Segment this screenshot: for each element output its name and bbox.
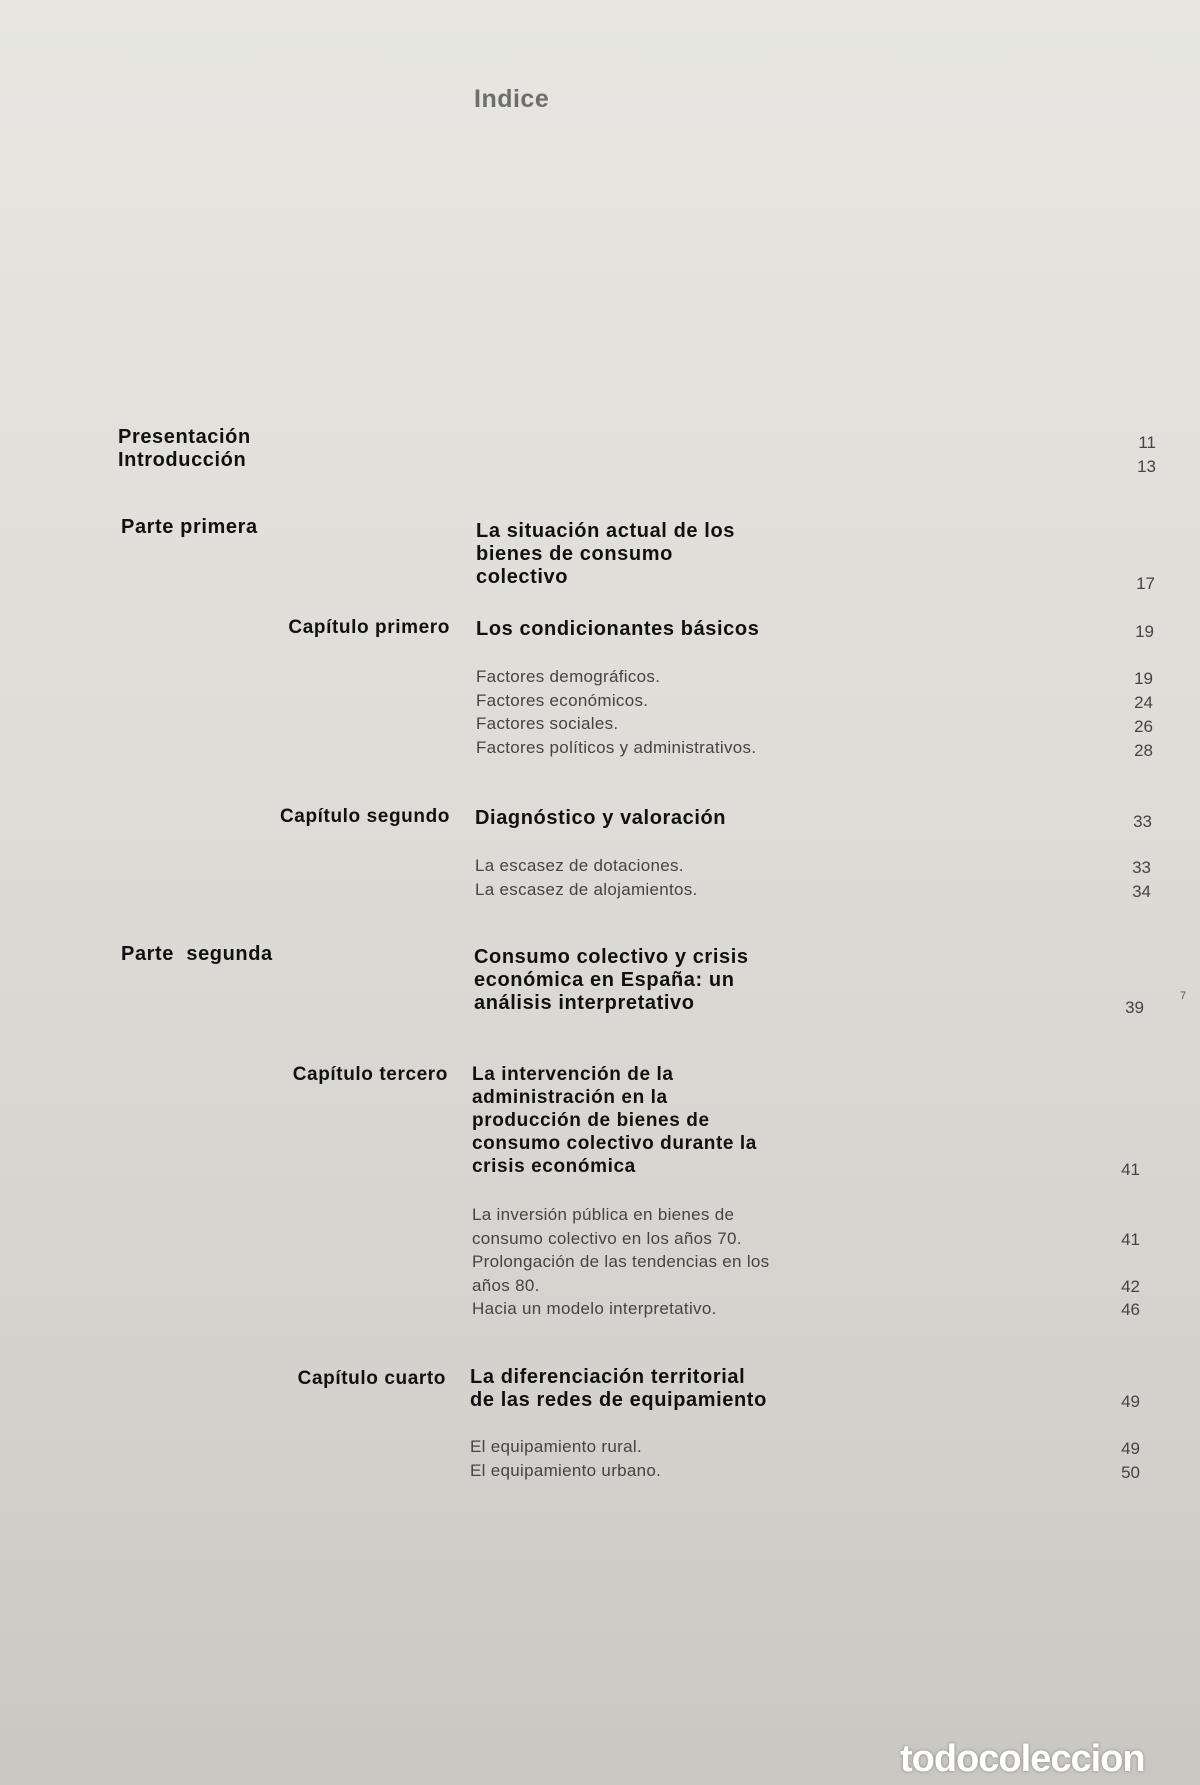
ch1-items bbox=[476, 665, 756, 759]
list-item: Factores políticos y administrativos. bbox=[476, 737, 757, 757]
watermark-logo: todocoleccion bbox=[900, 1738, 1145, 1780]
part1-page: 17 bbox=[1136, 574, 1155, 593]
list-item: Hacia un modelo interpretativo. bbox=[472, 1299, 717, 1318]
list-item: La escasez de alojamientos. bbox=[475, 879, 698, 899]
list-item: Factores sociales. bbox=[476, 714, 619, 733]
ch1-title: Los condicionantes básicos bbox=[476, 618, 760, 640]
part2-title: Consumo colectivo y crisis económica en España: un análisis interpretativo bbox=[474, 946, 749, 1014]
part2-page: 39 bbox=[1125, 998, 1144, 1017]
ch3-page: 41 bbox=[1121, 1160, 1140, 1179]
ch3-item-page: 42 bbox=[1121, 1277, 1140, 1296]
page-title: Indice bbox=[474, 85, 550, 113]
page-folio: 7 bbox=[1180, 990, 1187, 1002]
ch3-item-page: 41 bbox=[1121, 1230, 1140, 1249]
ch1-item-page: 24 bbox=[1134, 693, 1153, 712]
list-item: La inversión pública en bienes de consumo colectivo en los años 70. bbox=[472, 1205, 742, 1248]
part2-label: Parte segunda bbox=[121, 943, 273, 965]
list-item: Prolongación de las tendencias en los años 80. bbox=[472, 1252, 770, 1295]
ch4-items bbox=[470, 1435, 661, 1482]
front-presentacion: Presentación bbox=[118, 426, 251, 448]
ch3-item-page: 46 bbox=[1121, 1300, 1140, 1319]
ch4-item-page: 49 bbox=[1121, 1439, 1140, 1458]
front-introduccion: Introducción bbox=[118, 449, 247, 471]
list-item: La escasez de dotaciones. bbox=[475, 856, 684, 875]
ch1-item-page: 19 bbox=[1134, 669, 1153, 688]
ch3-title: La intervención de la administración en la producción de bienes de consumo colectivo durante la crisis económica bbox=[472, 1064, 757, 1177]
ch3-items bbox=[472, 1203, 769, 1321]
ch1-item-page: 28 bbox=[1134, 741, 1153, 760]
ch4-label: Capítulo cuarto bbox=[297, 1368, 446, 1389]
ch2-page: 33 bbox=[1133, 812, 1152, 831]
part1-label: Parte primera bbox=[121, 516, 258, 538]
ch1-page: 19 bbox=[1135, 622, 1154, 641]
list-item: El equipamiento rural. bbox=[470, 1437, 642, 1456]
ch3-label: Capítulo tercero bbox=[292, 1064, 448, 1085]
part1-title: La situación actual de los bienes de consumo colectivo bbox=[476, 520, 735, 588]
ch2-label: Capítulo segundo bbox=[279, 806, 450, 827]
ch2-items bbox=[475, 854, 698, 901]
front-introduccion-page: 13 bbox=[1137, 457, 1156, 476]
front-presentacion-page: 11 bbox=[1138, 433, 1156, 452]
ch1-item-page: 26 bbox=[1134, 717, 1153, 736]
ch2-title: Diagnóstico y valoración bbox=[475, 807, 727, 829]
ch2-item-page: 33 bbox=[1132, 858, 1151, 877]
ch4-item-page: 50 bbox=[1121, 1463, 1140, 1482]
list-item: El equipamiento urbano. bbox=[470, 1460, 662, 1480]
ch2-item-page: 34 bbox=[1132, 882, 1151, 901]
list-item: Factores económicos. bbox=[476, 690, 649, 710]
ch1-label: Capítulo primero bbox=[288, 617, 450, 638]
list-item: Factores demográficos. bbox=[476, 667, 661, 686]
ch4-page: 49 bbox=[1121, 1392, 1140, 1411]
ch4-title: La diferenciación territorial de las redes de equipamiento bbox=[470, 1366, 767, 1411]
